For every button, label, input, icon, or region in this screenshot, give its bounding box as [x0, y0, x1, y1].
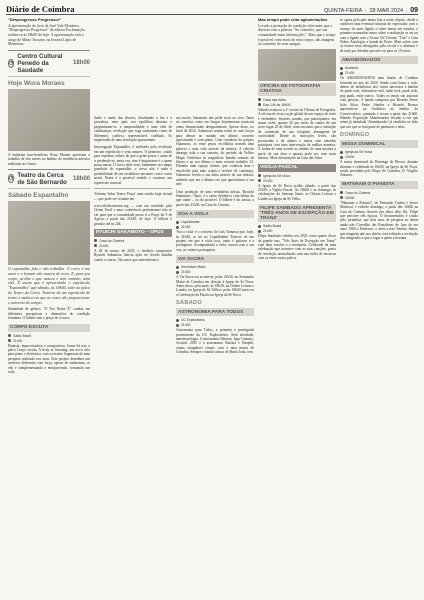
- location-name: Casa do Cinema: [99, 238, 125, 243]
- event-hour: 21h30: [181, 323, 191, 328]
- event-text: O espantalho fala e não trabalha. O corvo é um amor e o homem não nasceu de novo. E, para seu corpo, acolhe o que nasceu e sem carinho, ama eles. É assim que é apresentado o espetáculo "Espantalho" que sábado, às 18h00, sobe ao palco do Teatro da Cerca. Trata-se de um espetáculo de teatro e música em que as vozes vão proporcionar o universo do campo.: [8, 265, 90, 305]
- clock-icon: [8, 339, 11, 342]
- event-bar: VIA SACRA: [176, 255, 254, 263]
- issue-date: 28 MAR 2024: [369, 8, 404, 14]
- location-name: Casa do Cinema: [345, 190, 371, 195]
- column-4: [258, 18, 336, 594]
- event-time: [258, 179, 336, 183]
- event-heading: Hoje Wura Moraes: [8, 79, 65, 87]
- column-5: [340, 18, 418, 594]
- section-header: [8, 50, 90, 77]
- event-time: [340, 155, 418, 159]
- event-time: [176, 225, 254, 229]
- event-bar: FILIPE SAMBADO APRESENTA 'TRÊS ANOS DE EXCEPÇÃO EM TRANZ': [258, 204, 336, 222]
- event-time: [176, 323, 254, 327]
- clock-icon: [176, 324, 179, 327]
- event-time: [8, 339, 90, 343]
- location-pin-icon: [176, 266, 179, 269]
- event-text: se agora pelo país numa luta a noite, depois, desde a conhecer uma eventual sintonia do espectador com o avanço da mais ligado a sobre temas em estudar, o primeiro nomeados teatro sobre a realização se ser ou com a ligada com o Teatro Gil Vicente, "Tiur" e Casa Nobre Antologia, a banda do Porto. Mais sobre com os teatros bem divulgados pela escola e a abertura é de tudo por dúvidas que não vai para os 10 euros.: [340, 18, 418, 53]
- event-bar: MATARAM O PIANISTA: [340, 181, 418, 189]
- event-hour: 16h30: [345, 195, 355, 200]
- location-name: Seminário Maior: [181, 265, 206, 270]
- event-bar: ASTRONOMIA PARA TODOS: [176, 308, 254, 316]
- event-bar: VIGÍLIA PASCAL: [258, 164, 336, 172]
- event-text: Astronomia para Todos, a primeira e prestigiada proeminente da UC Exploratório, Será atividade, nanotecnologia. A astronomia Naturae, Jogo Gratuito, Arcanil: 2035 e a astronomia Nutrind e Simplel, outras estagiários venais, com a uma marca de Coimbra. Sempre o banda sonora de Marta Jodo, tem: [176, 328, 254, 355]
- spacer: [176, 18, 254, 116]
- event-text: duelo e medo dar alvores, desafiando a luz e a prevaleça, nem após seu equilíbrio abstrato e perguntaram-se, a temporalidade e uma vida de vizinhanças, revelação que roga traduzindo como de diferentes, coletivo, representável, coalhado. As inquietudes de uma revelação apaixonante.: [94, 116, 172, 143]
- clock-icon: [258, 230, 261, 233]
- location-pin-icon: [340, 191, 343, 194]
- event-photo: [258, 49, 336, 81]
- event-text: Pianista, improvisadora e compositora, Joana Sá traz o palco Corpo escuta. A body ar listening, um novo solo para piano e eletrónica, com a recente fragmento de uma pesquisa realizada nos anos. Este projeto desenhou um universo diferentes com força, apesar de autônomas, se vão e complementando e enriquecendo, formando um todo.: [8, 343, 90, 375]
- event-bar: ABANDONADOS: [340, 56, 418, 64]
- event-hour: 21h30: [13, 338, 23, 343]
- event-text: "Mataram o Pianista", de Fernando Trueba e Javier Mariscal, é exibido domingo, a partir das 16h30 na Casa do Cinema. Através dos olhos dele, Bu, Filipe que percorre três épocas. O documentário é criado pelo jornalista, que dois anos de pesquisa ao tentar ainda não Conselho das Brasileiras de Jazz da era entre 1960 o Frederico, o abrir a esse Tenório Júnior, que ninguém não aos obtém, está relatado a revelação dos integrados a que o lugar a quem a tiveram.: [340, 200, 418, 240]
- event-bar: MISSA DOMINICAL: [340, 140, 418, 148]
- column-2: [94, 18, 172, 594]
- clock-icon: [340, 196, 343, 199]
- location-name: Auditório: [345, 66, 359, 71]
- event-hour: 10h00: [345, 155, 355, 160]
- clock-icon: ◷: [9, 175, 14, 182]
- divider: [94, 188, 172, 189]
- section-title: Teatro da Cerca de São Bernardo: [17, 171, 67, 186]
- masthead-separator: |: [406, 8, 408, 14]
- event-text: Sábado acontece a 1ª sessão da Oficina de Fotografia. A oficina de vista a ação global de um espaço de resto e verdadeiro. Sessões, mundo, que participantes, em temas todos quanto 20 por meio de cantos de um novo lugar 25 de Abril, num encontro que a sensação de contenção de um fotógrafo abrangente de curiosidade. Desde as inscrições livres, são procuradas e de alunos e temas com entradas principais com uma intervenção da melhor maneira. A forma de uma acordo no âmbito de uma mistura a partir de sua obra e quanto pode ser, com mais abertas. Mais informações na Casa das Artes.: [258, 107, 336, 161]
- event-text: A 28 de março de 2023, o lendário compositor Ryuichi Sakamoto falecia após ter levado batalha contra o cancro. Nos anos que antecederam a: [94, 248, 172, 262]
- event-time: [258, 229, 336, 233]
- event-location: [176, 265, 254, 269]
- event-text: 'Soa a viola' é o concerto de Luís Tomassa que, hoje, às 21h30, se irá no Liquidâmbar Trata-se de um projeto em que a viola toca, tanto é guitarra e a portuguesa. Acompanhado a viola, sonora com a sua voz, ao, música portuguesa.: [176, 230, 254, 252]
- clock-icon: ◷: [9, 59, 14, 66]
- event-bar: SOA A VIOLA: [176, 210, 254, 218]
- event-hour: Das 14h às 18h00: [263, 102, 291, 107]
- event-hour: 21h30: [99, 243, 109, 248]
- event-time: [340, 71, 418, 75]
- location-name: Liquidâmbar: [181, 220, 200, 225]
- event-text: A Igreja da Sé Nova acolhe sábado, a partir das 21h30, a Vigília Pascal. Às 18h30 e ao domingo, às celebrações da Semana Santa, as Orlaria Leitura e Laudes na Igreja da Sé Velha.: [258, 183, 336, 201]
- event-bar: RYUICHI SAKAMOTO – OPUS: [94, 229, 172, 237]
- event-time: [258, 103, 336, 107]
- event-hour: 21h30: [181, 225, 191, 230]
- event-location: [94, 239, 172, 243]
- intro-text: A apresentação do livro de José Vale Monteiro, "Desprogresso Progressor" da editora Exclamação, realiza-se às 18h00 de hoje. A apresentação está a cargo de Mário Tuscano, na livraria Lápis de Memórias.: [8, 23, 86, 47]
- event-text: Identidade de género, "O Teu Nome É" conduz em diferentes perspetivas e dimensões do condição feminina. O bilhete tem o preço de 2 euros.: [8, 307, 90, 321]
- section-header: [8, 169, 90, 189]
- event-hour: 21h30: [345, 71, 355, 76]
- clock-icon: [340, 156, 343, 159]
- event-hour: 21h30: [263, 178, 273, 183]
- event-bar: CORPO ESCUTA: [8, 324, 90, 332]
- event-text: www.abolicaoteatro.org — com um conteúdo pela Ocean Food e uma conferência performance não se vai para que a comunidade possa ir a Praça do 5 de Agosto a partir das 21h30, de hoje. O bilhete é gratuito até às 24h.: [94, 203, 172, 226]
- event-photo: [8, 89, 90, 151]
- location-pin-icon: [258, 225, 261, 228]
- section-title: Centro Cultural Penedo da Saudade: [17, 52, 63, 74]
- masthead-separator: |: [365, 8, 367, 14]
- day-heading: SÁBADO: [176, 300, 203, 307]
- section-time: 18h00: [72, 60, 90, 67]
- location-pin-icon: [258, 174, 261, 177]
- event-location: [176, 318, 254, 322]
- spacer: [94, 18, 172, 116]
- section-time: 18h00: [72, 175, 90, 182]
- event-location: [340, 150, 418, 154]
- event-location: [258, 224, 336, 228]
- location-pin-icon: [340, 151, 343, 154]
- intro-title: "Desprogresso Progressor": [8, 18, 62, 22]
- event-text: Uma produção de uma verdadeira artista, 'Ryuichi Sakamoto / Opus' é o canto definitivo com bônus do que soube – ou do possível. O bilhete é do artista, a partir das 21h30, na Casa do Cinema.: [176, 189, 254, 207]
- location-pin-icon: [176, 221, 179, 224]
- photo-caption: A bailarina luso-brasileira Wura Moraes apresenta o trabalho de seis meses no âmbito do residência artística realizada no Centro.: [8, 152, 90, 166]
- clock-icon: [176, 226, 179, 229]
- location-pin-icon: [340, 67, 343, 70]
- location-name: UC Exploratório: [181, 318, 205, 323]
- event-location: [258, 174, 336, 178]
- intro-title: Mas tempo pode criar aglomerações: [258, 18, 328, 22]
- location-pin-icon: [94, 239, 97, 242]
- column-3: [176, 18, 254, 594]
- event-photo: [8, 201, 90, 265]
- day-heading: DOMINGO: [340, 132, 370, 139]
- location-name: Salão Brazil: [13, 333, 32, 338]
- location-pin-icon: [258, 98, 261, 101]
- issue-weekday: QUINTA-FEIRA: [323, 8, 363, 14]
- event-text: Os ABANDONADOS uma banda de Coimbra formada no ano de 2020. Sendo com letras e rock, dentro de influências dos vários universos e bandas do punk rock, alternative rock, indie rock, punk rock, pop punk, entre outros. Todos os temas são autorais com pessoas. A banda composta por Ricardo Serra, João Silva, Pedro Simões e Ricardo Branco apresenta-se no Auditório no âmbito do Conservatório, cantando e tocam a partir das 21h00. Sábado. Exposição Abandonados levarão a voz que reúne já intitulada 'Abandonados' já vendidos no lado que nos que se fará parte de partituras e telas.: [340, 76, 418, 129]
- event-location: [340, 66, 418, 70]
- newspaper-logo: Diário de Coimbra: [6, 4, 75, 14]
- event-text: A missa dominical do Domingo de Páscoa, durante dezenas e celebrada às 10h00, na Igreja da Sé Nova, sendo presidida pelo Bispo de Coimbra, D. Virgílio Antunes.: [340, 160, 418, 178]
- event-text: sua morte, Sakamoto não pôde tocar ao vivo. Tanto no conectos como em longos depoimentos musicais como demonstrado desigualmente. Apesar disso, no final de 2022, Sakamoto reuniu todas as suas forças para deixar ao mundo um último concerto apresentado e com piano. Com curadoria do próprio Sakamoto, as vinte peças escolhidas narram uma palavra e uma vida através da música. A seleção abrange toda a sua carreira, do período da Yellow Magic Orchestra às magníficas bandas sonoras de filmes e ao seu último e mais recente trabalho 12. Filmado num espaço íntimo, que conhecia bem e envolvido pela mão criada e recheio de confiança, Sakamoto revela a sua alma através da sua música, sabendo que era a última vez que apresentava a sua arte.: [176, 116, 254, 187]
- clock-icon: [176, 271, 179, 274]
- location-name: Salão Brazil: [263, 224, 282, 229]
- event-hour: 21h30: [263, 229, 273, 234]
- event-text: Interrogação Espantalho, é realizado pela revelação em um espetáculo e seus amores. O primeiro, criado para exprimir, enlace do que a gente possa e canta de ir perdendo-se, nesta vez, mas é inquietante é o quem possa narrar. O corvo aliás vem, finalmente no campo guardado do espantalho, o corvo não é nada é possibilidade de seu verdadeiro encontro com o outro sentir. Nome é o possível sentido e construir um espetáculo musical.: [94, 145, 172, 185]
- event-location: [340, 191, 418, 195]
- location-name: Igreja da Sé Nova: [263, 173, 291, 178]
- event-time: [340, 196, 418, 200]
- intro-text: Levado a prestação de condição relevantes que a diretora com a palavra "Ao contrário, que sua comunidade-mais informações". Mais que o tempo é possível como mais de seus corpos, das imagens ao contrário de seus amigos.: [258, 23, 336, 47]
- page-number: 09: [410, 7, 418, 14]
- event-location: [176, 220, 254, 224]
- location-name: Casa das Artes: [263, 97, 286, 102]
- event-text: Filipe Sambado celebra seu 2023 como quarto disco de grande ano, "Três Anos de Excepção em Tranz" com duas sessões e o intérprete, Celebrado de uma celebração que acontece com as suas canções, ponto de revelação neutralizado com um estilo de encaixar com os entre outros palcos.: [258, 234, 336, 261]
- event-time: [94, 244, 172, 248]
- column-1: [8, 18, 90, 594]
- event-text: 'Sistema Solar Teatro Praça' uma sessão haja virtual — que pode ser visitado em: [94, 192, 172, 201]
- event-location: [258, 98, 336, 102]
- clock-icon: [258, 179, 261, 182]
- clock-icon: [340, 72, 343, 75]
- location-pin-icon: [176, 319, 179, 322]
- event-time: [176, 270, 254, 274]
- event-hour: 21h30: [181, 270, 191, 275]
- location-name: Igreja da Sé Nova: [345, 150, 373, 155]
- event-bar: OFICINA DE FOTOGRAFIA CRIATIVA: [258, 83, 336, 96]
- event-heading: Sábado Espantalho: [8, 191, 69, 199]
- clock-icon: [94, 244, 97, 247]
- event-text: A Via Sacra vai acontecer, pelas 21h30, no Seminário Maior de Coimbra em direção à Igreja de Sé Nova. Antes disso, pela tarde, às 18h30, na Ordem Leitura e Laudes, na Igreja de Sé Velha e pelas 18h00 inicia-se a Celebração da Paixão na Igreja da Sé Nova.: [176, 275, 254, 297]
- masthead: [6, 2, 418, 15]
- clock-icon: [258, 103, 261, 106]
- location-pin-icon: [8, 334, 11, 337]
- event-location: [8, 334, 90, 338]
